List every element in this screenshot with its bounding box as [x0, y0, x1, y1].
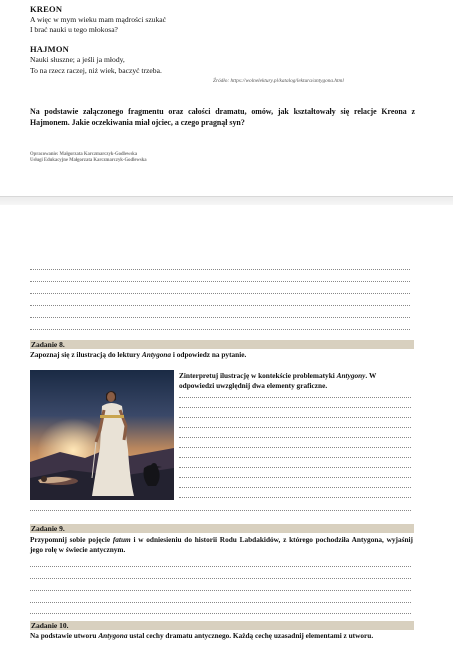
- answer-line: [179, 487, 411, 488]
- task-10-title: Antygona: [98, 631, 128, 640]
- source-link[interactable]: Źródło: https://wolnelektury.pl/katalog/lektura/antygona.html: [213, 78, 344, 84]
- task-8-header: Zadanie 8.: [30, 340, 414, 349]
- verse-kreon-1: A więc w mym wieku mam mądrości szukać: [30, 15, 167, 24]
- task-10-text-post: ustal cechy dramatu antycznego. Każdą cechę uzasadnij elementami z utworu.: [127, 631, 374, 640]
- verse-hajmon-1: Nauki słuszne; a jeśli ja młody,: [30, 55, 125, 64]
- answer-line: [30, 602, 411, 603]
- task-question: Na podstawie załączonego fragmentu oraz całości dramatu, omów, jak kształtowały się relacje Kreona z Hajmonem. Jakie oczekiwania miał ojciec, a czego pragnął syn?: [30, 107, 415, 127]
- task-10-text-pre: Na podstawie utworu: [30, 631, 99, 640]
- task-8-instruction-pre: Zapoznaj się z ilustracją do lektury: [30, 350, 142, 359]
- speaker-kreon: KREON: [30, 4, 63, 14]
- answer-line: [30, 578, 411, 579]
- answer-line: [30, 566, 411, 567]
- answer-line: [30, 590, 411, 591]
- task-8-instruction: [30, 350, 413, 360]
- task-8-prompt-title: Antygony: [336, 371, 366, 380]
- answer-line: [30, 281, 410, 282]
- credits: [30, 152, 147, 164]
- task-10-text: [30, 631, 413, 641]
- answer-line: [179, 497, 411, 498]
- verse-hajmon-2: To na rzecz raczej, niż wiek, baczyć trzeba.: [30, 66, 162, 75]
- task-8-prompt-post: . W odpowiedzi uwzględnij dwa elementy graficzne.: [179, 371, 377, 390]
- answer-line: [179, 447, 411, 448]
- speaker-hajmon: HAJMON: [30, 44, 69, 54]
- answer-line: [30, 317, 410, 318]
- answer-line: [179, 407, 411, 408]
- antigone-illustration: [30, 370, 174, 500]
- task-8-instruction-post: i odpowiedz na pytanie.: [171, 350, 247, 359]
- task-8-prompt-pre: Zinterpretuj ilustrację w kontekście problematyki: [179, 371, 337, 380]
- answer-line: [30, 510, 411, 511]
- answer-line: [179, 457, 411, 458]
- answer-line: [30, 305, 410, 306]
- task-9-text-pre: Przypomnij sobie pojęcie: [30, 535, 113, 544]
- task-9-text-post: i w odniesieniu do historii Rodu Labdakidów, z którego pochodziła Antygona, wyjaśnij jego rolę w świecie antycznym.: [30, 535, 413, 554]
- verse-kreon-2: I brać nauki u tego młokosa?: [30, 25, 118, 34]
- answer-line: [30, 329, 410, 330]
- answer-line: [179, 437, 411, 438]
- task-9-term: fatum: [112, 535, 131, 544]
- answer-line: [179, 417, 411, 418]
- answer-line: [30, 269, 410, 270]
- credit-author: Opracowanie: Małgorzata Karczmarczyk-Godlewska: [30, 152, 138, 157]
- credit-company: Usługi Edukacyjne Małgorzata Karczmarczyk-Godlewska: [30, 158, 147, 163]
- page-1: [0, 0, 453, 196]
- task-9-header: Zadanie 9.: [30, 524, 414, 533]
- answer-line: [179, 427, 411, 428]
- task-10-header: Zadanie 10.: [30, 621, 414, 630]
- answer-line: [30, 613, 411, 614]
- answer-line: [179, 397, 411, 398]
- task-9-text: [30, 535, 413, 555]
- task-8-instruction-title: Antygona: [141, 350, 172, 359]
- answer-line: [179, 467, 411, 468]
- answer-line: [30, 293, 410, 294]
- answer-line: [179, 477, 411, 478]
- task-8-prompt: [179, 371, 413, 391]
